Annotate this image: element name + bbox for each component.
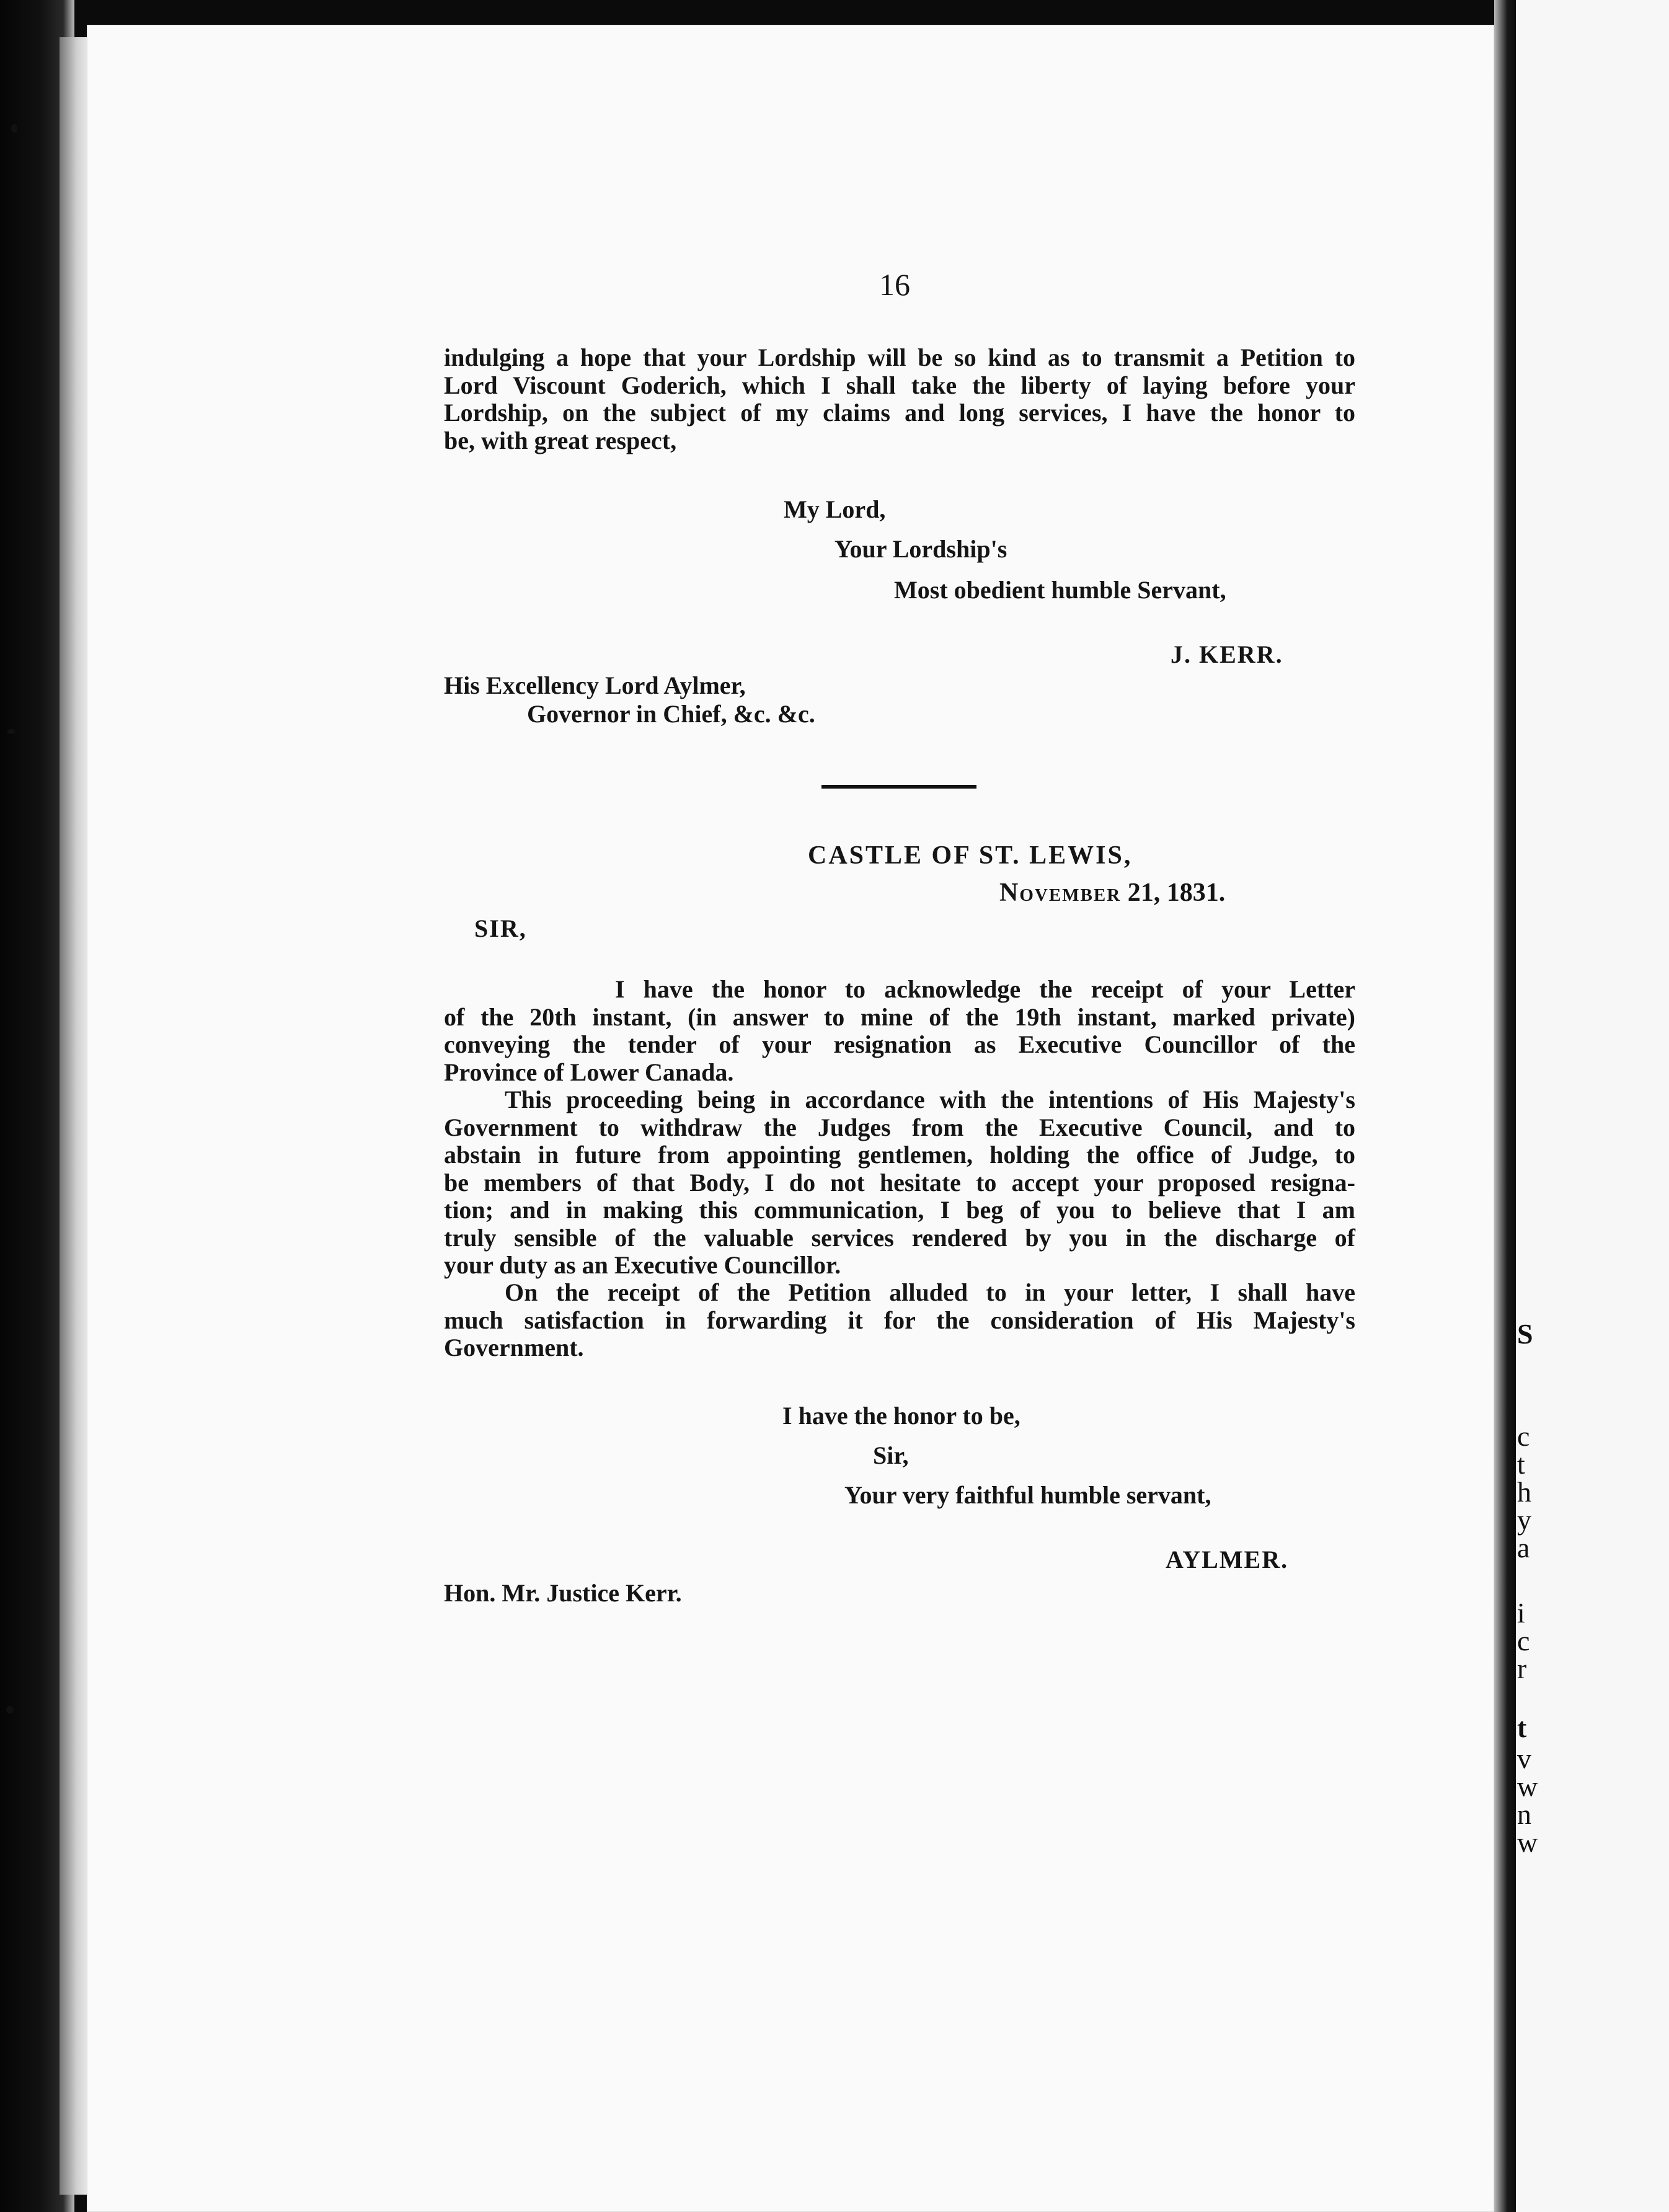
text-line: Province of Lower Canada. [444,1058,734,1086]
letter2-paragraph-2 [444,1086,1355,1280]
letter2-date-month: November [999,878,1122,907]
letter2-closing-1: I have the honor to be, [782,1402,1020,1430]
letter2-paragraph-3 [444,1279,1355,1362]
page-number: 16 [879,267,910,302]
facing-page-fragment: h [1517,1476,1531,1508]
letter2-closing-3: Your very faithful humble servant, [844,1481,1211,1509]
text-line: your duty as an Executive Councillor. [444,1251,841,1279]
letter1-salutation: My Lord, [784,495,886,523]
letter1-signature: J. KERR. [1171,640,1283,668]
section-divider [821,785,976,789]
letter1-addressee-1: His Excellency Lord Aylmer, [444,671,746,699]
letter2-paragraph-1 [444,976,1355,1086]
letter2-addressee: Hon. Mr. Justice Kerr. [444,1579,682,1607]
facing-page-fragment: c [1517,1625,1530,1657]
text-line: conveying the tender of your resignation as Executive Councillor of the [444,1030,1355,1058]
facing-page-fragment: S [1517,1318,1533,1350]
facing-page-fragment: i [1517,1597,1525,1629]
text-line: I have the honor to acknowledge the receipt of your Letter [615,975,1355,1003]
text-line: tion; and in making this communication, I beg of you to believe that I am [444,1196,1355,1224]
text-line: much satisfaction in forwarding it for the consideration of His Majesty's [444,1306,1355,1334]
facing-page-fragment: r [1517,1653,1527,1684]
scan-page-edge [60,37,88,2195]
text-line: abstain in future from appointing gentlemen, holding the office of Judge, to [444,1141,1355,1169]
letter2-greeting: SIR, [474,914,527,942]
text-line: be, with great respect, [444,426,677,454]
facing-page-fragment: v [1517,1743,1531,1774]
text-line: This proceeding being in accordance with the intentions of His Majesty's [505,1086,1355,1113]
scan-speck [6,1706,14,1714]
letter2-date [999,878,1225,908]
text-line: be members of that Body, I do not hesitate to accept your proposed resigna- [444,1168,1355,1197]
facing-page-fragment: y [1517,1504,1531,1536]
facing-page-fragment: t [1517,1448,1525,1480]
letter1-closing-2: Most obedient humble Servant, [894,576,1226,604]
letter1-addressee-2: Governor in Chief, &c. &c. [527,700,815,728]
facing-page-fragment: a [1517,1532,1530,1564]
text-line: Lordship, on the subject of my claims and long services, I have the honor to [444,399,1355,427]
facing-page-fragment: n [1517,1798,1531,1830]
facing-page-fragment: w [1517,1771,1538,1802]
text-line: of the 20th instant, (in answer to mine of the 19th instant, marked private) [444,1002,1355,1031]
facing-page [1516,0,1669,2212]
letter1-closing-1: Your Lordship's [834,535,1007,563]
letter2-place: CASTLE OF ST. LEWIS, [808,841,1133,870]
letter2-closing-2: Sir, [873,1441,909,1469]
text-line: indulging a hope that your Lordship will be so kind as to transmit a Petition to [444,343,1355,371]
scan-speck [11,124,17,133]
text-line: Lord Viscount Goderich, which I shall take the liberty of laying before your [444,371,1355,399]
facing-page-fragment: t [1517,1712,1527,1743]
letter1-body [444,344,1355,454]
scan-speck [7,729,15,734]
text-line: Government to withdraw the Judges from the Executive Council, and to [444,1113,1355,1141]
text-line: truly sensible of the valuable services rendered by you in the discharge of [444,1223,1355,1252]
letter2-date-rest: 21, 1831. [1127,878,1226,907]
facing-page-fragment: c [1517,1420,1530,1452]
facing-page-fragment: w [1517,1826,1538,1858]
letter2-signature: AYLMER. [1166,1546,1289,1573]
text-line: Government. [444,1334,584,1361]
text-line: On the receipt of the Petition alluded to in your letter, I shall have [505,1278,1355,1306]
